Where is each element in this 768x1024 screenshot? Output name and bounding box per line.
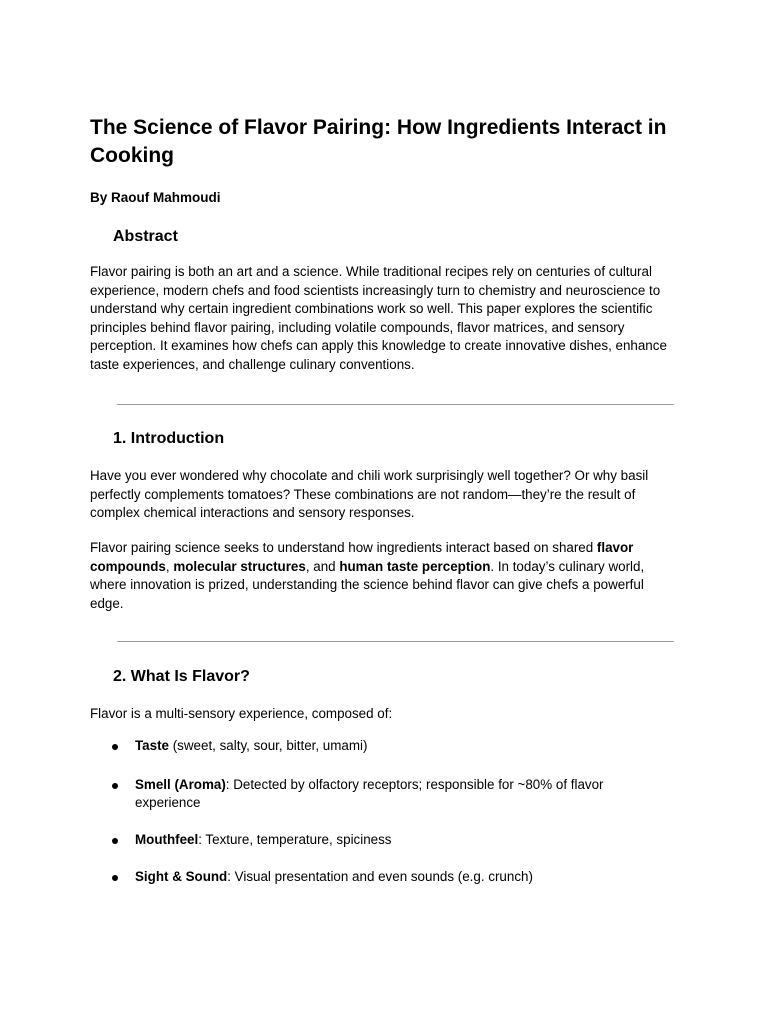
section-divider [117,404,674,405]
paper-title: The Science of Flavor Pairing: How Ingredients Interact in Cooking [90,116,667,167]
introduction-heading: 1. Introduction [113,430,225,447]
list-item-term: Mouthfeel [135,831,199,847]
bullet-icon [112,744,118,750]
flavor-lead-text: Flavor is a multi-sensory experience, composed of: [90,706,393,721]
list-item-term: Sight & Sound [135,869,228,885]
list-item [90,776,645,813]
list-item-description: : Detected by olfactory receptors; responsible for ~80% of flavor experience [135,776,604,811]
bold-term-molecular-structures: molecular structures [173,558,306,574]
list-item [90,737,645,756]
bullet-icon [112,875,118,881]
list-item [90,868,645,887]
what-is-flavor-heading: 2. What Is Flavor? [113,668,250,685]
introduction-paragraph-1: Have you ever wondered why chocolate and chili work surprisingly well together? Or why basil perfectly complements tomatoes? These combinations are not random—they’re the result of complex chemical interactions and sensory responses. [90,468,649,521]
bold-term-flavor-compounds: flavor compounds [90,540,634,574]
bold-term-human-taste-perception: human taste perception [339,558,491,574]
text-run: , and [305,558,340,574]
abstract-heading: Abstract [113,228,178,245]
introduction-paragraph-2 [90,539,680,613]
text-run: Flavor pairing science seeks to understand how ingredients interact based on shared [90,540,597,555]
abstract-text: Flavor pairing is both an art and a science. While traditional recipes rely on centuries of cultural experience, modern chefs and food scientists increasingly turn to chemistry and neuroscience to understand why certain ingredient combinations work so well. This paper explores the scientific principles behind flavor pairing, including volatile compounds, flavor matrices, and sensory perception. It examines how chefs can apply this knowledge to create innovative dishes, enhance taste experiences, and challenge culinary conventions. [90,264,667,372]
author-byline: By Raouf Mahmoudi [90,190,221,205]
list-item-description: : Texture, temperature, spiciness [198,831,392,847]
list-item-description: (sweet, salty, sour, bitter, umami) [169,738,368,753]
text-run: , [165,558,174,574]
bullet-icon [112,783,118,789]
list-item [90,831,645,850]
flavor-components-list [90,737,680,887]
list-item-description: : Visual presentation and even sounds (e.g. crunch) [227,869,533,885]
section-divider [117,641,674,642]
bullet-icon [112,838,118,844]
list-item-term: Smell (Aroma) [135,776,226,792]
text-run: . In today’s culinary world, where innovation is prized, understanding the science behind flavor can give chefs a powerful edge. [90,558,645,611]
list-item-term: Taste [135,738,169,753]
